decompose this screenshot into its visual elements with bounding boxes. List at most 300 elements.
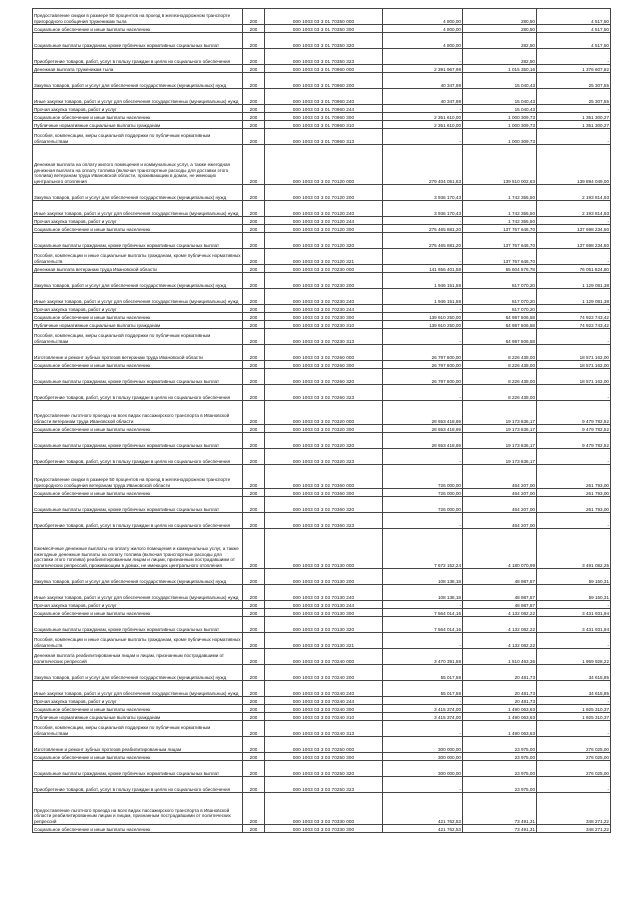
approved-amount: 726 000,00 <box>383 497 463 513</box>
line-code: 200 <box>243 105 265 113</box>
table-row <box>33 113 611 121</box>
table-row <box>33 617 611 633</box>
budget-classification-code: 000 1003 03 3 03 70240 000 <box>265 649 383 665</box>
executed-amount: 1 000 309,73 <box>463 129 537 145</box>
executed-amount: 137 767 646,70 <box>463 249 537 265</box>
row-name: Прочая закупка товаров, работ и услуг <box>33 217 243 225</box>
unexecuted-amount: 34 615,85 <box>537 681 611 697</box>
table-row <box>33 25 611 33</box>
executed-amount: 464 207,00 <box>463 489 537 497</box>
unexecuted-amount: 74 922 743,42 <box>537 321 611 329</box>
row-name: Приобретение товаров, работ, услуг в пользу граждан в целях их социального обеспечения <box>33 513 243 529</box>
unexecuted-amount: 1 351 300,27 <box>537 121 611 129</box>
executed-amount: 280,50 <box>463 25 537 33</box>
approved-amount: - <box>383 217 463 225</box>
budget-classification-code: 000 1003 03 3 03 70130 320 <box>265 617 383 633</box>
approved-amount: - <box>383 601 463 609</box>
approved-amount: 3 470 391,58 <box>383 649 463 665</box>
approved-amount: 3 415 374,00 <box>383 705 463 713</box>
unexecuted-amount: - <box>537 777 611 793</box>
line-code: 200 <box>243 201 265 217</box>
line-code: 200 <box>243 113 265 121</box>
row-name: Денежная выплата реабилитированным лицам и лицам, признанным пострадавшими от политических репрессий <box>33 649 243 665</box>
row-name: Пособия, компенсации и иные социальные выплаты гражданам, кроме публичных нормативных обязательств <box>33 249 243 265</box>
row-name: Социальное обеспечение и иные выплаты населению <box>33 113 243 121</box>
table-row <box>33 761 611 777</box>
line-code: 200 <box>243 665 265 681</box>
line-code: 200 <box>243 33 265 49</box>
unexecuted-amount: 4 517,50 <box>537 9 611 25</box>
executed-amount: 64 987 506,58 <box>463 321 537 329</box>
line-code: 200 <box>243 9 265 25</box>
line-code: 200 <box>243 569 265 585</box>
table-row <box>33 105 611 113</box>
budget-classification-code: 000 1003 03 3 01 70960 240 <box>265 89 383 105</box>
executed-amount: 4 132 082,22 <box>463 617 537 633</box>
row-name: Социальное обеспечение и иные выплаты населению <box>33 425 243 433</box>
table-row <box>33 633 611 649</box>
row-name: Закупка товаров, работ и услуг для обеспечения государственных (муниципальных) нужд <box>33 665 243 681</box>
executed-amount: 8 226 438,00 <box>463 385 537 401</box>
table-row <box>33 737 611 753</box>
executed-amount: 139 510 002,63 <box>463 145 537 185</box>
approved-amount: 2 351 610,00 <box>383 121 463 129</box>
table-row <box>33 225 611 233</box>
unexecuted-amount: 348 271,22 <box>537 825 611 833</box>
approved-amount: 26 797 600,00 <box>383 369 463 385</box>
table-row <box>33 681 611 697</box>
unexecuted-amount: 276 025,00 <box>537 753 611 761</box>
budget-classification-code: 000 1003 03 3 02 70320 300 <box>265 425 383 433</box>
executed-amount: 19 173 636,17 <box>463 449 537 465</box>
unexecuted-amount: - <box>537 329 611 345</box>
line-code: 200 <box>243 713 265 721</box>
approved-amount: 1 946 151,58 <box>383 289 463 305</box>
budget-classification-code: 000 1003 03 3 03 70250 320 <box>265 761 383 777</box>
executed-amount: 1 742 355,50 <box>463 201 537 217</box>
row-name: Социальные выплаты гражданам, кроме публичных нормативных социальных выплат <box>33 369 243 385</box>
unexecuted-amount: 2 193 814,93 <box>537 185 611 201</box>
table-row <box>33 89 611 105</box>
line-code: 200 <box>243 737 265 753</box>
row-name: Иные закупки товаров, работ и услуг для обеспечения государственных (муниципальных) нужд <box>33 585 243 601</box>
table-row <box>33 233 611 249</box>
unexecuted-amount: 3 431 931,94 <box>537 617 611 633</box>
unexecuted-amount: 4 517,50 <box>537 25 611 33</box>
table-row <box>33 497 611 513</box>
executed-amount: 280,50 <box>463 9 537 25</box>
executed-amount: 23 975,00 <box>463 761 537 777</box>
budget-classification-code: 000 1003 03 3 01 70350 000 <box>265 9 383 25</box>
table-row <box>33 201 611 217</box>
row-name: Социальное обеспечение и иные выплаты населению <box>33 825 243 833</box>
row-name: Закупка товаров, работ и услуг для обеспечения государственных (муниципальных) нужд <box>33 73 243 89</box>
unexecuted-amount: 1 129 081,38 <box>537 273 611 289</box>
budget-classification-code: 000 1003 03 3 02 70120 320 <box>265 233 383 249</box>
budget-classification-code: 000 1003 03 3 03 70130 200 <box>265 569 383 585</box>
row-name: Изготовление и ремонт зубных протезов ветеранам труда Ивановской области <box>33 345 243 361</box>
line-code: 200 <box>243 73 265 89</box>
unexecuted-amount: - <box>537 217 611 225</box>
approved-amount: 2 351 610,00 <box>383 113 463 121</box>
row-name: Пособия, компенсации, меры социальной поддержки по публичным нормативным обязательствам <box>33 721 243 737</box>
table-row <box>33 273 611 289</box>
row-name: Социальные выплаты гражданам, кроме публичных нормативных социальных выплат <box>33 497 243 513</box>
budget-classification-code: 000 1003 03 3 02 70360 300 <box>265 489 383 497</box>
approved-amount: - <box>383 697 463 705</box>
row-name: Изготовление и ремонт зубных протезов реабилитированным лицам <box>33 737 243 753</box>
row-name: Социальное обеспечение и иные выплаты населению <box>33 753 243 761</box>
budget-classification-code: 000 1003 03 3 02 70320 323 <box>265 449 383 465</box>
row-name: Предоставление скидки в размере 50 процентов на проезд в железнодорожном транспорте пригородного сообщения труженикам тыла <box>33 9 243 25</box>
row-name: Пособия, компенсации, меры социальной поддержки по публичным нормативным обязательствам <box>33 329 243 345</box>
unexecuted-amount: - <box>537 601 611 609</box>
line-code: 200 <box>243 401 265 425</box>
row-name: Приобретение товаров, работ, услуг в пользу граждан в целях их социального обеспечения <box>33 49 243 65</box>
budget-classification-code: 000 1003 03 3 02 70230 310 <box>265 321 383 329</box>
line-code: 200 <box>243 345 265 361</box>
row-name: Социальные выплаты гражданам, кроме публичных нормативных социальных выплат <box>33 433 243 449</box>
row-name: Предоставление скидки в размере 50 процентов на проезд в железнодорожном транспорте пригородного сообщения ветеранам труда Ивановской области <box>33 465 243 489</box>
approved-amount: - <box>383 633 463 649</box>
executed-amount: 464 207,00 <box>463 465 537 489</box>
line-code: 200 <box>243 249 265 265</box>
approved-amount: 300 000,00 <box>383 737 463 753</box>
budget-classification-code: 000 1003 03 3 03 70250 300 <box>265 753 383 761</box>
approved-amount: 28 653 418,69 <box>383 433 463 449</box>
row-name: Прочая закупка товаров, работ и услуг <box>33 601 243 609</box>
row-name: Иные закупки товаров, работ и услуг для обеспечения государственных (муниципальных) нужд <box>33 201 243 217</box>
executed-amount: 48 987,87 <box>463 601 537 609</box>
row-name: Иные закупки товаров, работ и услуг для обеспечения государственных (муниципальных) нужд <box>33 89 243 105</box>
row-name: Пособия, компенсации, меры социальной поддержки по публичным нормативным обязательствам <box>33 129 243 145</box>
table-row <box>33 705 611 713</box>
table-row <box>33 425 611 433</box>
table-row <box>33 777 611 793</box>
table-row <box>33 9 611 25</box>
budget-classification-code: 000 1003 03 3 02 70230 200 <box>265 273 383 289</box>
approved-amount: 55 017,58 <box>383 681 463 697</box>
approved-amount: 279 404 051,63 <box>383 145 463 185</box>
line-code: 200 <box>243 289 265 305</box>
budget-classification-code: 000 1003 03 3 03 70130 000 <box>265 529 383 569</box>
approved-amount: - <box>383 721 463 737</box>
row-name: Прочая закупка товаров, работ и услуг <box>33 105 243 113</box>
row-name: Иные закупки товаров, работ и услуг для обеспечения государственных (муниципальных) нужд <box>33 289 243 305</box>
unexecuted-amount: 9 479 782,52 <box>537 433 611 449</box>
budget-classification-code: 000 1003 03 3 01 70960 300 <box>265 113 383 121</box>
executed-amount: 4 132 082,22 <box>463 633 537 649</box>
table-row <box>33 33 611 49</box>
unexecuted-amount: 1 351 300,27 <box>537 113 611 121</box>
budget-classification-code: 000 1003 03 3 02 70230 300 <box>265 313 383 321</box>
table-row <box>33 609 611 617</box>
executed-amount: 1 742 355,50 <box>463 217 537 225</box>
unexecuted-amount: 25 307,55 <box>537 89 611 105</box>
budget-classification-code: 000 1003 03 3 01 70960 313 <box>265 129 383 145</box>
row-name: Приобретение товаров, работ, услуг в пользу граждан в целях их социального обеспечения <box>33 385 243 401</box>
unexecuted-amount: - <box>537 249 611 265</box>
table-row <box>33 73 611 89</box>
unexecuted-amount: - <box>537 49 611 65</box>
unexecuted-amount: - <box>537 721 611 737</box>
executed-amount: 15 040,43 <box>463 73 537 89</box>
row-name: Прочая закупка товаров, работ и услуг <box>33 697 243 705</box>
line-code: 200 <box>243 609 265 617</box>
approved-amount: 726 000,00 <box>383 489 463 497</box>
budget-classification-code: 000 1003 03 3 02 70320 000 <box>265 401 383 425</box>
budget-classification-code: 000 1003 03 3 03 70250 323 <box>265 777 383 793</box>
table-row <box>33 265 611 273</box>
executed-amount: 1 742 355,50 <box>463 185 537 201</box>
line-code: 200 <box>243 121 265 129</box>
approved-amount: - <box>383 385 463 401</box>
table-row <box>33 121 611 129</box>
budget-table-body <box>33 9 611 833</box>
unexecuted-amount: 59 150,31 <box>537 569 611 585</box>
table-row <box>33 329 611 345</box>
line-code: 200 <box>243 529 265 569</box>
approved-amount: 275 465 881,20 <box>383 225 463 233</box>
unexecuted-amount: 1 959 928,22 <box>537 649 611 665</box>
approved-amount: 300 000,00 <box>383 761 463 777</box>
executed-amount: 8 226 438,00 <box>463 369 537 385</box>
unexecuted-amount: 34 615,85 <box>537 665 611 681</box>
budget-classification-code: 000 1003 03 3 02 70120 240 <box>265 201 383 217</box>
line-code: 200 <box>243 369 265 385</box>
table-row <box>33 289 611 305</box>
line-code: 200 <box>243 601 265 609</box>
table-row <box>33 345 611 361</box>
unexecuted-amount: 25 307,55 <box>537 73 611 89</box>
approved-amount: 3 936 170,43 <box>383 201 463 217</box>
table-row <box>33 753 611 761</box>
row-name: Пособия, компенсации и иные социальные выплаты гражданам, кроме публичных нормативных обязательств <box>33 633 243 649</box>
executed-amount: 23 975,00 <box>463 777 537 793</box>
line-code: 200 <box>243 825 265 833</box>
executed-amount: 1 510 463,36 <box>463 649 537 665</box>
table-row <box>33 449 611 465</box>
line-code: 200 <box>243 513 265 529</box>
executed-amount: 817 070,20 <box>463 289 537 305</box>
budget-classification-code: 000 1003 03 3 02 70120 244 <box>265 217 383 225</box>
line-code: 200 <box>243 233 265 249</box>
executed-amount: 4 180 070,99 <box>463 529 537 569</box>
row-name: Прочая закупка товаров, работ и услуг <box>33 305 243 313</box>
table-row <box>33 361 611 369</box>
line-code: 200 <box>243 497 265 513</box>
budget-classification-code: 000 1003 03 3 01 70350 300 <box>265 25 383 33</box>
line-code: 200 <box>243 633 265 649</box>
approved-amount: 3 936 170,43 <box>383 185 463 201</box>
unexecuted-amount: 18 571 162,00 <box>537 361 611 369</box>
table-row <box>33 793 611 825</box>
row-name: Приобретение товаров, работ, услуг в пользу граждан в целях их социального обеспечения <box>33 777 243 793</box>
approved-amount: 26 797 600,00 <box>383 361 463 369</box>
line-code: 200 <box>243 585 265 601</box>
unexecuted-amount: - <box>537 305 611 313</box>
budget-classification-code: 000 1003 03 3 03 70240 313 <box>265 721 383 737</box>
approved-amount: 275 465 881,20 <box>383 233 463 249</box>
executed-amount: 64 987 506,58 <box>463 313 537 321</box>
approved-amount: 40 347,98 <box>383 89 463 105</box>
unexecuted-amount: 261 793,00 <box>537 489 611 497</box>
line-code: 200 <box>243 49 265 65</box>
budget-classification-code: 000 1003 03 3 02 70120 200 <box>265 185 383 201</box>
line-code: 200 <box>243 465 265 489</box>
budget-classification-code: 000 1003 03 3 03 70130 244 <box>265 601 383 609</box>
table-row <box>33 665 611 681</box>
approved-amount: 7 564 014,16 <box>383 609 463 617</box>
row-name: Денежная выплата на оплату жилого помещения и коммунальных услуг, а также ежегодная денежная выплата на оплату топлива (включая транспортные расходы для доставки этого топлива) ветеранам труда Ивановской области, проживающим в домах, не имеющих центрального отопления <box>33 145 243 185</box>
line-code: 200 <box>243 793 265 825</box>
line-code: 200 <box>243 705 265 713</box>
line-code: 200 <box>243 449 265 465</box>
line-code: 200 <box>243 361 265 369</box>
budget-classification-code: 000 1003 03 3 02 70120 000 <box>265 145 383 185</box>
budget-classification-code: 000 1003 03 3 02 70230 000 <box>265 265 383 273</box>
approved-amount: 3 415 374,00 <box>383 713 463 721</box>
row-name: Закупка товаров, работ и услуг для обеспечения государственных (муниципальных) нужд <box>33 273 243 289</box>
table-row <box>33 713 611 721</box>
line-code: 200 <box>243 65 265 73</box>
executed-amount: 1 015 350,16 <box>463 65 537 73</box>
unexecuted-amount: 348 271,22 <box>537 793 611 825</box>
approved-amount: 108 138,18 <box>383 569 463 585</box>
approved-amount: 28 653 418,69 <box>383 401 463 425</box>
budget-classification-code: 000 1003 03 3 03 70130 240 <box>265 585 383 601</box>
table-row <box>33 465 611 489</box>
line-code: 200 <box>243 25 265 33</box>
row-name: Социальное обеспечение и иные выплаты населению <box>33 609 243 617</box>
row-name: Закупка товаров, работ и услуг для обеспечения государственных (муниципальных) нужд <box>33 569 243 585</box>
unexecuted-amount: 9 479 782,52 <box>537 401 611 425</box>
budget-classification-code: 000 1003 03 3 02 70260 320 <box>265 369 383 385</box>
unexecuted-amount: 261 793,00 <box>537 465 611 489</box>
table-row <box>33 513 611 529</box>
line-code: 200 <box>243 217 265 225</box>
row-name: Социальные выплаты гражданам, кроме публичных нормативных социальных выплат <box>33 33 243 49</box>
row-name: Денежная выплата ветеранам труда Ивановской области <box>33 265 243 273</box>
table-row <box>33 585 611 601</box>
row-name: Социальное обеспечение и иные выплаты населению <box>33 313 243 321</box>
budget-classification-code: 000 1003 03 3 01 70960 310 <box>265 121 383 129</box>
line-code: 200 <box>243 145 265 185</box>
table-row <box>33 649 611 665</box>
table-row <box>33 489 611 497</box>
unexecuted-amount: - <box>537 697 611 705</box>
table-row <box>33 401 611 425</box>
table-row <box>33 145 611 185</box>
executed-amount: 73 491,31 <box>463 825 537 833</box>
line-code: 200 <box>243 185 265 201</box>
line-code: 200 <box>243 649 265 665</box>
line-code: 200 <box>243 777 265 793</box>
executed-amount: 1 490 063,63 <box>463 721 537 737</box>
approved-amount: - <box>383 513 463 529</box>
table-row <box>33 305 611 313</box>
executed-amount: 137 767 646,70 <box>463 233 537 249</box>
row-name: Социальные выплаты гражданам, кроме публичных нормативных социальных выплат <box>33 233 243 249</box>
table-row <box>33 825 611 833</box>
table-row <box>33 529 611 569</box>
line-code: 200 <box>243 329 265 345</box>
line-code: 200 <box>243 753 265 761</box>
executed-amount: 19 173 636,17 <box>463 425 537 433</box>
approved-amount: 4 800,00 <box>383 33 463 49</box>
line-code: 200 <box>243 129 265 145</box>
unexecuted-amount: 1 925 310,37 <box>537 705 611 713</box>
budget-classification-code: 000 1003 03 3 03 70330 300 <box>265 825 383 833</box>
approved-amount: 1 946 151,58 <box>383 273 463 289</box>
approved-amount: 28 653 418,69 <box>383 425 463 433</box>
unexecuted-amount: - <box>537 449 611 465</box>
approved-amount: - <box>383 249 463 265</box>
row-name: Закупка товаров, работ и услуг для обеспечения государственных (муниципальных) нужд <box>33 185 243 201</box>
executed-amount: 15 040,43 <box>463 89 537 105</box>
table-row <box>33 185 611 201</box>
row-name: Социальные выплаты гражданам, кроме публичных нормативных социальных выплат <box>33 617 243 633</box>
row-name: Социальное обеспечение и иные выплаты населению <box>33 25 243 33</box>
budget-classification-code: 000 1003 03 3 03 70330 000 <box>265 793 383 825</box>
budget-classification-code: 000 1003 03 3 01 70960 000 <box>265 65 383 73</box>
executed-amount: 23 975,00 <box>463 753 537 761</box>
approved-amount: 421 762,53 <box>383 793 463 825</box>
executed-amount: 15 040,43 <box>463 105 537 113</box>
budget-classification-code: 000 1003 03 3 01 70350 323 <box>265 49 383 65</box>
table-row <box>33 217 611 225</box>
executed-amount: 464 207,00 <box>463 513 537 529</box>
row-name: Предоставление льготного проезда на всех видах пассажирского транспорта в Ивановской области реабилитированным лицам и лицам, признанным пострадавшими от политических репрессий <box>33 793 243 825</box>
executed-amount: 20 481,73 <box>463 697 537 705</box>
unexecuted-amount: 74 922 743,42 <box>537 313 611 321</box>
approved-amount: 139 910 250,00 <box>383 313 463 321</box>
executed-amount: 464 207,00 <box>463 497 537 513</box>
unexecuted-amount: - <box>537 105 611 113</box>
unexecuted-amount: 4 517,50 <box>537 33 611 49</box>
unexecuted-amount: 261 793,00 <box>537 497 611 513</box>
line-code: 200 <box>243 89 265 105</box>
budget-classification-code: 000 1003 03 3 02 70260 000 <box>265 345 383 361</box>
executed-amount: 8 226 438,00 <box>463 361 537 369</box>
unexecuted-amount: 59 150,31 <box>537 585 611 601</box>
executed-amount: 1 000 309,73 <box>463 113 537 121</box>
unexecuted-amount: 76 051 824,80 <box>537 265 611 273</box>
executed-amount: 19 173 636,17 <box>463 433 537 449</box>
unexecuted-amount: 276 025,00 <box>537 761 611 777</box>
line-code: 200 <box>243 761 265 777</box>
budget-classification-code: 000 1003 03 3 01 70350 320 <box>265 33 383 49</box>
unexecuted-amount: 3 491 082,25 <box>537 529 611 569</box>
table-row <box>33 49 611 65</box>
budget-classification-code: 000 1003 03 3 02 70230 240 <box>265 289 383 305</box>
executed-amount: 73 491,31 <box>463 793 537 825</box>
executed-amount: 23 975,00 <box>463 737 537 753</box>
unexecuted-amount: 1 376 607,82 <box>537 65 611 73</box>
table-row <box>33 313 611 321</box>
approved-amount: 7 564 014,16 <box>383 617 463 633</box>
budget-classification-code: 000 1003 03 3 02 70360 323 <box>265 513 383 529</box>
approved-amount: 4 800,00 <box>383 9 463 25</box>
row-name: Социальное обеспечение и иные выплаты населению <box>33 705 243 713</box>
line-code: 200 <box>243 489 265 497</box>
approved-amount: - <box>383 449 463 465</box>
line-code: 200 <box>243 697 265 705</box>
row-name: Публичные нормативные социальные выплаты гражданам <box>33 321 243 329</box>
budget-classification-code: 000 1003 03 3 01 70960 200 <box>265 73 383 89</box>
budget-classification-code: 000 1003 03 3 03 70240 200 <box>265 665 383 681</box>
line-code: 200 <box>243 385 265 401</box>
